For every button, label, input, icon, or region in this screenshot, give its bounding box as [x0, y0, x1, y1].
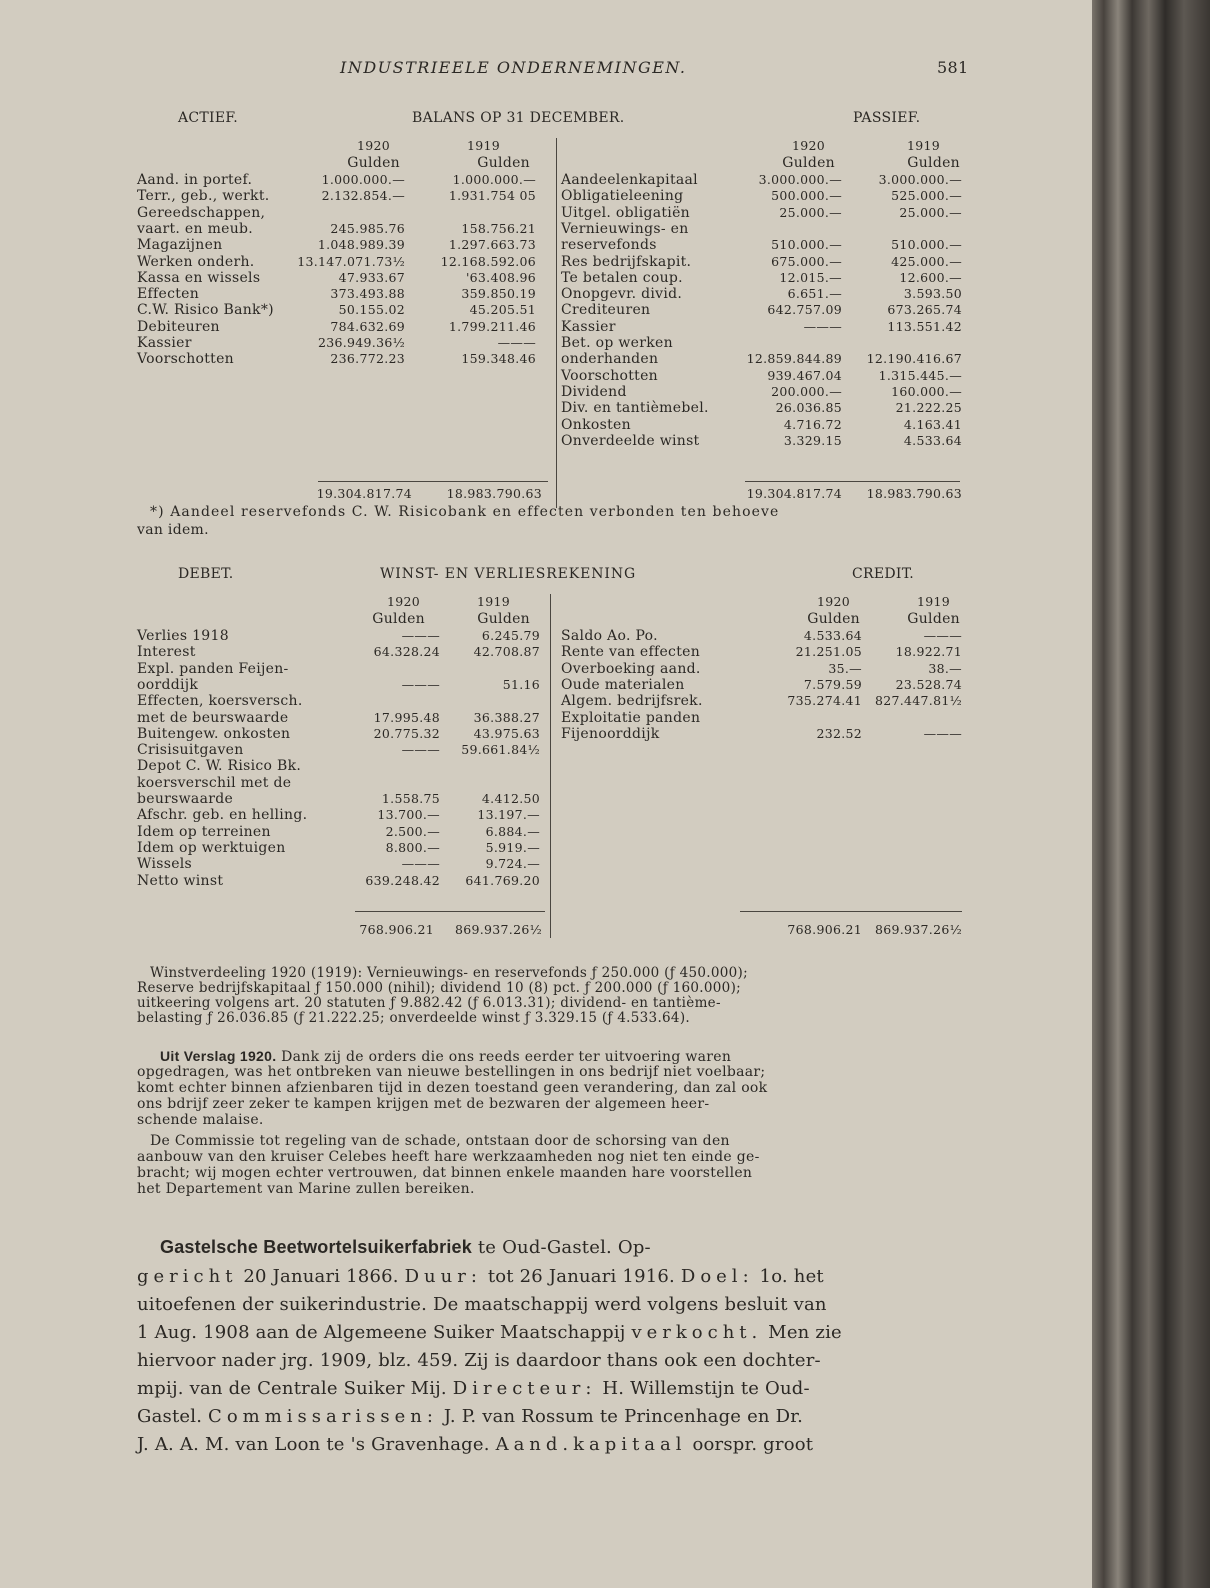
actief-row-label: Magazijnen	[137, 237, 223, 254]
passief-row-value-1920: 12.859.844.89	[746, 351, 842, 367]
passief-row-value-1920: 26.036.85	[775, 400, 842, 416]
gastel-line4-text: 1 Aug. 1908 aan de Algemeene Suiker Maatschappij	[137, 1322, 632, 1343]
winst-year-1920-left: 1920	[386, 594, 420, 609]
credit-row-value-1920: 21.251.05	[795, 644, 862, 660]
verslag-line3: komt echter binnen afzienbaren tijd in dezen toestand geen verandering, dan zal ook	[137, 1080, 768, 1096]
passief-row-value-1920: 3.000.000.—	[758, 172, 842, 187]
winstverdeeling-line4: belasting ƒ 26.036.85 (ƒ 21.222.25; onverdeelde winst ƒ 3.329.15 (ƒ 4.533.64).	[137, 1010, 690, 1026]
actief-row-value-1920: 245.985.76	[330, 220, 405, 236]
actief-row-label: Voorschotten	[137, 351, 234, 368]
gastel-line1	[160, 1236, 651, 1259]
winst-year-1919-left: 1919	[476, 594, 510, 609]
gastel-line4-end: Men zie	[762, 1322, 842, 1343]
debet-row-value-1920: 13.700.—	[377, 807, 440, 823]
debet-row-value-1919: 13.197.—	[477, 807, 540, 823]
verslag-line4: ons bdrijf zeer zeker te kampen krijgen met de bezwaren der algemeen heer-	[137, 1096, 710, 1112]
verslag-line7: aanbouw van den kruiser Celebes heeft hare werkzaamheden nog niet ten einde ge-	[137, 1149, 760, 1165]
actief-row-value-1920: 2.132.854.—	[321, 188, 405, 204]
winst-divider	[550, 594, 551, 938]
balans-rule-right	[745, 481, 960, 482]
credit-label: CREDIT.	[852, 566, 915, 582]
debet-row-value-1919: 641.769.20	[465, 872, 540, 888]
passief-row-value-1919: 3.593.50	[903, 286, 962, 302]
passief-row-value-1919: 673.265.74	[887, 302, 962, 318]
debet-row-label: oorddijk	[137, 676, 199, 693]
debet-row-label: Wissels	[137, 856, 193, 873]
actief-row-value-1920: 784.632.69	[330, 318, 405, 334]
credit-row-label: Rente van effecten	[561, 644, 701, 661]
actief-row-label: C.W. Risico Bank*)	[137, 302, 274, 319]
verslag-line1-text: Dank zij de orders die ons reeds eerder ter uitvoering waren	[276, 1049, 732, 1065]
debet-row-value-1920: 1.558.75	[381, 791, 440, 806]
winst-unit-1920-right: Gulden	[807, 611, 860, 627]
verslag-line9: het Departement van Marine zullen bereiken.	[137, 1181, 475, 1197]
credit-row-value-1920: 35.—	[828, 660, 862, 676]
actief-row-value-1919: 359.850.19	[461, 286, 536, 302]
label-opgericht: gericht	[137, 1266, 238, 1287]
passief-row-label: Obligatieleening	[561, 188, 684, 205]
passief-row-value-1919: 510.000.—	[891, 237, 962, 253]
actief-row-value-1919: ———	[497, 335, 536, 350]
debet-row-label: Crisisuitgaven	[137, 742, 244, 759]
balans-year-1919-right: 1919	[906, 138, 940, 153]
debet-row-value-1919: 51.16	[502, 676, 540, 692]
passief-row-value-1919: 425.000.—	[891, 253, 962, 269]
debet-row-label: beurswaarde	[137, 791, 234, 807]
label-aand-kapitaal: Aand.kapitaal	[495, 1434, 687, 1455]
passief-row-label: onderhanden	[561, 351, 659, 368]
debet-row-label: Verlies 1918	[137, 628, 229, 644]
actief-row-value-1920: 236.772.23	[330, 351, 405, 367]
actief-row-label: Aand. in portef.	[137, 172, 253, 188]
winst-title: WINST- EN VERLIESREKENING	[380, 566, 637, 582]
verslag-line5: schende malaise.	[137, 1112, 264, 1128]
credit-row-value-1919: 38.—	[928, 660, 962, 676]
gastel-line8-text: J. A. A. M. van Loon te 's Gravenhage.	[137, 1434, 496, 1455]
passief-row-label: Div. en tantièmebel.	[561, 400, 709, 417]
gastel-line1-text: te Oud-Gastel. Op-	[471, 1237, 651, 1258]
balans-rule-left	[318, 481, 548, 482]
passief-row-label: Onverdeelde winst	[561, 432, 700, 449]
credit-row-label: Saldo Ao. Po.	[561, 628, 658, 644]
credit-row-value-1919: ———	[923, 725, 962, 741]
gastel-line7-text: Gastel.	[137, 1406, 209, 1427]
passief-row-value-1919: 1.315.445.—	[878, 367, 962, 383]
debet-row-label: Idem op werktuigen	[137, 839, 286, 856]
credit-row-value-1920: 7.579.59	[803, 676, 862, 692]
balans-title: BALANS OP 31 DECEMBER.	[412, 110, 625, 126]
passief-row-value-1920: 25.000.—	[779, 204, 842, 220]
actief-row-value-1919: 159.348.46	[461, 351, 536, 367]
gastel-line7	[137, 1406, 803, 1428]
passief-row-label: Dividend	[561, 383, 627, 400]
actief-row-value-1919: 1.000.000.—	[452, 172, 536, 187]
balans-year-1920-left: 1920	[356, 138, 390, 153]
debet-row-label: met de beurswaarde	[137, 709, 289, 726]
debet-row-value-1919: 36.388.27	[473, 709, 540, 725]
passief-label: PASSIEF.	[853, 110, 921, 126]
passief-row-value-1919: 25.000.—	[899, 204, 962, 220]
label-duur: Duur:	[404, 1266, 482, 1287]
gastel-line6	[137, 1378, 810, 1400]
passief-row-label: Crediteuren	[561, 302, 651, 319]
verslag-runin-heading: Uit Verslag 1920.	[160, 1048, 277, 1064]
debet-label: DEBET.	[178, 566, 234, 582]
debet-row-value-1919: 5.919.—	[485, 839, 540, 855]
passief-row-value-1919: 3.000.000.—	[878, 172, 962, 187]
actief-row-value-1920: 1.000.000.—	[321, 172, 405, 187]
running-header-title: INDUSTRIEELE ONDERNEMINGEN.	[340, 58, 687, 77]
passief-row-label: Kassier	[561, 318, 616, 335]
gastel-line6-end: H. Willemstijn te Oud-	[596, 1378, 810, 1399]
passief-row-label: Uitgel. obligatiën	[561, 204, 690, 221]
gastel-line2-doel: 1o. het	[753, 1266, 824, 1287]
debet-row-label: Afschr. geb. en helling.	[137, 807, 308, 824]
book-spine	[1092, 0, 1210, 1588]
verslag-line2: opgedragen, was het ontbreken van nieuwe bestellingen in ons bedrijf niet voelbaar;	[137, 1064, 766, 1080]
passief-row-value-1920: 939.467.04	[767, 367, 842, 383]
balans-total-right-1919: 18.983.790.63	[866, 486, 962, 501]
debet-row-label: Idem op terreinen	[137, 823, 271, 840]
debet-row-value-1920: 17.995.48	[373, 709, 440, 725]
passief-row-value-1920: 6.651.—	[787, 286, 842, 302]
actief-row-value-1919: 1.297.663.73	[448, 237, 536, 253]
actief-row-label: Debiteuren	[137, 318, 220, 335]
winstverdeeling-line1: Winstverdeeling 1920 (1919): Vernieuwings- en reservefonds ƒ 250.000 (ƒ 450.000);	[150, 965, 748, 981]
passief-row-value-1920: 675.000.—	[771, 253, 842, 269]
passief-row-value-1920: 200.000.—	[771, 383, 842, 399]
debet-row-value-1919: 59.661.84½	[461, 742, 540, 758]
label-verkocht: verkocht.	[631, 1322, 763, 1343]
credit-row-label: Algem. bedrijfsrek.	[561, 693, 703, 710]
balans-total-left-1920: 19.304.817.74	[316, 486, 412, 501]
actief-row-value-1919: '63.408.96	[465, 269, 536, 285]
gastel-line8	[137, 1434, 813, 1456]
verslag-line1	[160, 1049, 731, 1065]
passief-row-value-1920: 4.716.72	[783, 416, 842, 432]
actief-row-value-1920: 13.147.071.73½	[297, 253, 405, 269]
passief-row-value-1920: 510.000.—	[771, 237, 842, 253]
verslag-line8: bracht; wij mogen echter vertrouwen, dat binnen enkele maanden hare voorstellen	[137, 1165, 753, 1181]
actief-row-value-1920: 50.155.02	[338, 302, 405, 318]
debet-row-value-1920: 639.248.42	[365, 872, 440, 888]
passief-row-value-1919: 4.533.64	[903, 432, 962, 448]
gastel-line7-end: J. P. van Rossum te Princenhage en Dr.	[437, 1406, 804, 1427]
debet-row-label: Netto winst	[137, 872, 224, 889]
actief-row-value-1920: 47.933.67	[338, 269, 405, 285]
actief-row-label: Gereedschappen,	[137, 204, 266, 221]
passief-row-value-1920: ———	[803, 318, 842, 334]
balans-total-right-1920: 19.304.817.74	[746, 486, 842, 501]
winst-year-1919-right: 1919	[916, 594, 950, 609]
debet-row-value-1920: 64.328.24	[373, 644, 440, 660]
balans-footnote-line1: *) Aandeel reservefonds C. W. Risicobank en effecten verbonden ten behoeve	[150, 504, 780, 520]
gastel-line8-end: oorspr. groot	[686, 1434, 814, 1455]
passief-row-label: Bet. op werken	[561, 335, 673, 351]
passief-row-label: Onkosten	[561, 416, 631, 433]
debet-row-value-1920: 2.500.—	[385, 823, 440, 839]
gastel-line2	[137, 1266, 824, 1288]
balans-total-left-1919: 18.983.790.63	[446, 486, 542, 501]
passief-row-label: Voorschotten	[561, 367, 658, 384]
actief-row-label: Kassa en wissels	[137, 269, 261, 286]
gastel-line4	[137, 1322, 842, 1344]
credit-row-label: Overboeking aand.	[561, 660, 701, 677]
passief-row-value-1919: 12.190.416.67	[866, 351, 962, 367]
passief-row-label: Res bedrijfskapit.	[561, 253, 692, 270]
credit-row-value-1919: ———	[923, 628, 962, 643]
passief-row-value-1920: 12.015.—	[779, 269, 842, 285]
passief-row-value-1919: 4.163.41	[903, 416, 962, 432]
balans-footnote-line2: van idem.	[137, 522, 209, 538]
winst-unit-1919-left: Gulden	[477, 611, 530, 627]
page-number: 581	[937, 58, 969, 77]
debet-row-value-1920: ———	[401, 676, 440, 692]
debet-row-value-1919: 42.708.87	[473, 644, 540, 660]
gastel-line3: uitoefenen der suikerindustrie. De maatschappij werd volgens besluit van	[137, 1294, 827, 1315]
passief-row-value-1919: 12.600.—	[899, 269, 962, 285]
passief-row-value-1919: 21.222.25	[895, 400, 962, 416]
label-doel: Doel:	[680, 1266, 754, 1287]
balans-divider	[556, 138, 557, 508]
balans-unit-1920-right: Gulden	[782, 155, 835, 171]
actief-row-value-1919: 45.205.51	[469, 302, 536, 318]
winst-total-left-1920: 768.906.21	[359, 922, 434, 937]
passief-row-value-1920: 642.757.09	[767, 302, 842, 318]
passief-row-value-1919: 160.000.—	[891, 383, 962, 399]
debet-row-value-1920: 20.775.32	[373, 725, 440, 741]
actief-row-label: Effecten	[137, 286, 200, 303]
passief-row-value-1920: 500.000.—	[771, 188, 842, 204]
debet-row-label: Interest	[137, 644, 196, 661]
debet-row-value-1920: 8.800.—	[385, 839, 440, 855]
debet-row-value-1919: 43.975.63	[473, 725, 540, 741]
verslag-line6: De Commissie tot regeling van de schade, ontstaan door de schorsing van den	[150, 1133, 730, 1149]
company-name: Gastelsche Beetwortelsuikerfabriek	[160, 1237, 472, 1257]
credit-row-value-1920: 735.274.41	[787, 693, 862, 709]
actief-row-value-1920: 1.048.989.39	[317, 237, 405, 253]
gastel-line5: hiervoor nader jrg. 1909, blz. 459. Zij is daardoor thans ook een dochter-	[137, 1350, 821, 1371]
debet-row-value-1919: 6.884.—	[485, 823, 540, 839]
balans-year-1919-left: 1919	[466, 138, 500, 153]
winst-total-left-1919: 869.937.26½	[455, 922, 542, 937]
passief-row-value-1919: 525.000.—	[891, 188, 962, 204]
actief-row-value-1919: 1.799.211.46	[448, 318, 536, 334]
gastel-line2-date: 20 Januari 1866.	[237, 1266, 405, 1287]
actief-label: ACTIEF.	[178, 110, 238, 126]
gastel-line6-text: mpij. van de Centrale Suiker Mij.	[137, 1378, 453, 1399]
debet-row-label: Depot C. W. Risico Bk.	[137, 758, 302, 775]
winst-rule-right	[740, 911, 962, 912]
balans-unit-1920-left: Gulden	[347, 155, 400, 171]
debet-row-value-1919: 6.245.79	[481, 628, 540, 643]
debet-row-value-1920: ———	[401, 856, 440, 872]
credit-row-value-1919: 827.447.81½	[875, 693, 962, 709]
winst-unit-1920-left: Gulden	[372, 611, 425, 627]
passief-row-value-1920: 3.329.15	[783, 432, 842, 448]
credit-row-label: Oude materialen	[561, 676, 685, 693]
label-directeur: Directeur:	[452, 1378, 597, 1399]
debet-row-label: koersverschil met de	[137, 774, 292, 791]
debet-row-value-1919: 9.724.—	[485, 856, 540, 872]
balans-unit-1919-right: Gulden	[907, 155, 960, 171]
debet-row-value-1920: ———	[401, 742, 440, 758]
credit-row-value-1920: 4.533.64	[803, 628, 862, 643]
passief-row-label: Aandeelenkapitaal	[561, 172, 698, 188]
credit-row-label: Fijenoorddijk	[561, 725, 660, 742]
passief-row-label: Te betalen coup.	[561, 269, 683, 286]
balans-year-1920-right: 1920	[791, 138, 825, 153]
winst-rule-left	[355, 911, 545, 912]
credit-row-value-1920: 232.52	[816, 725, 862, 741]
credit-row-label: Exploitatie panden	[561, 709, 701, 726]
actief-row-label: vaart. en meub.	[137, 220, 254, 237]
actief-row-value-1919: 12.168.592.06	[440, 253, 536, 269]
debet-row-label: Buitengew. onkosten	[137, 725, 291, 742]
passief-row-label: Onopgevr. divid.	[561, 286, 683, 303]
actief-row-value-1919: 158.756.21	[461, 220, 536, 236]
credit-row-value-1919: 23.528.74	[895, 676, 962, 692]
winst-unit-1919-right: Gulden	[907, 611, 960, 627]
winst-year-1920-right: 1920	[816, 594, 850, 609]
passief-row-label: Vernieuwings- en	[561, 220, 689, 237]
debet-row-value-1919: 4.412.50	[481, 791, 540, 806]
debet-row-label: Expl. panden Feijen-	[137, 660, 289, 677]
gastel-line2-duur: tot 26 Januari 1916.	[481, 1266, 681, 1287]
label-commissarissen: Commissarissen:	[208, 1406, 438, 1427]
winstverdeeling-line2: Reserve bedrijfskapitaal ƒ 150.000 (nihil); dividend 10 (8) pct. ƒ 200.000 (ƒ 160.000);	[137, 980, 741, 996]
actief-row-label: Werken onderh.	[137, 253, 255, 270]
balans-unit-1919-left: Gulden	[477, 155, 530, 171]
debet-row-value-1920: ———	[401, 628, 440, 643]
winst-total-right-1919: 869.937.26½	[875, 922, 962, 937]
actief-row-label: Terr., geb., werkt.	[137, 188, 270, 205]
actief-row-value-1920: 236.949.36½	[318, 335, 405, 350]
passief-row-label: reservefonds	[561, 237, 657, 254]
actief-row-value-1919: 1.931.754 05	[448, 188, 536, 204]
actief-row-value-1920: 373.493.88	[330, 286, 405, 302]
actief-row-label: Kassier	[137, 335, 192, 351]
passief-row-value-1919: 113.551.42	[887, 318, 962, 334]
winstverdeeling-line3: uitkeering volgens art. 20 statuten ƒ 9.882.42 (ƒ 6.013.31); dividend- en tantième-	[137, 995, 721, 1011]
winst-total-right-1920: 768.906.21	[787, 922, 862, 937]
credit-row-value-1919: 18.922.71	[895, 644, 962, 660]
debet-row-label: Effecten, koersversch.	[137, 693, 303, 710]
